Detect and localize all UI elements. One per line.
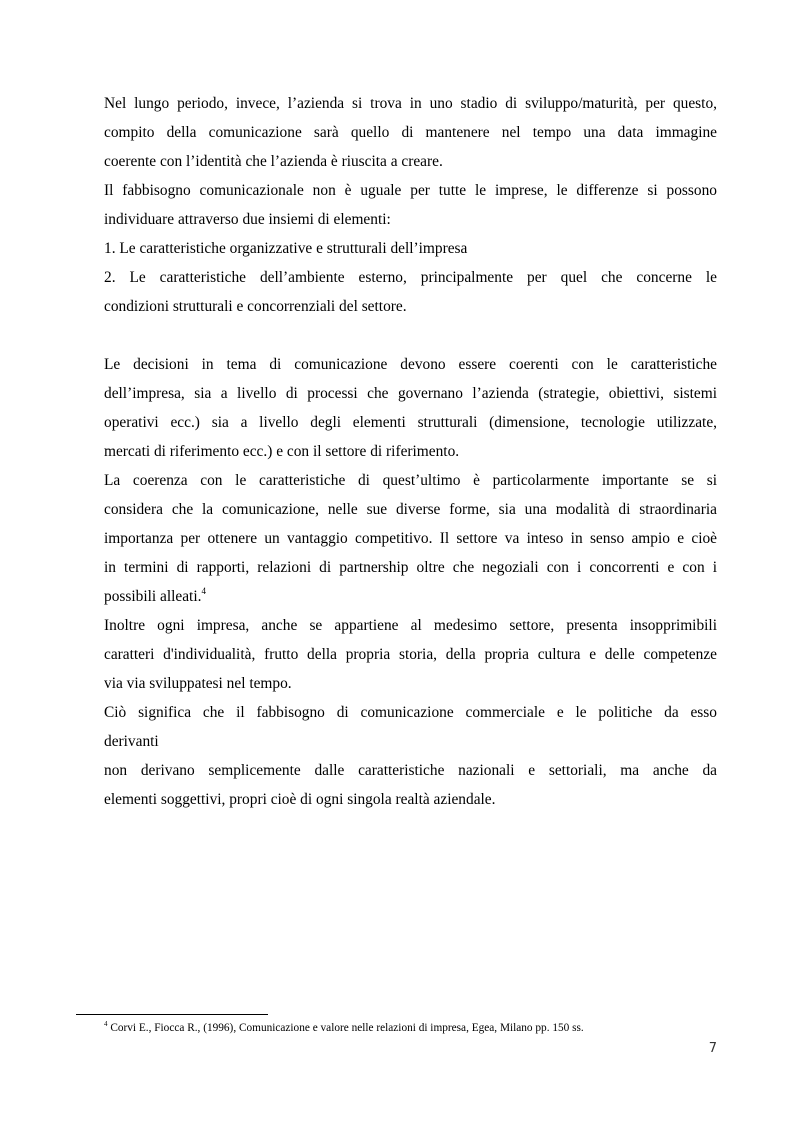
text-line-content: individuare attraverso due insiemi di elementi: <box>104 211 391 228</box>
text-line <box>104 297 717 317</box>
text-line-content: caratteri d'individualità, frutto della propria storia, della propria cultura e delle competenze <box>104 646 717 663</box>
text-line-content: Ciò significa che il fabbisogno di comunicazione commerciale e le politiche da esso <box>104 704 717 721</box>
text-line-content: via via sviluppatesi nel tempo. <box>104 675 292 692</box>
text-line <box>104 94 717 114</box>
page-number: 7 <box>708 1041 717 1056</box>
text-line-content: La coerenza con le caratteristiche di quest’ultimo è particolarmente importante se si <box>104 472 717 489</box>
text-line <box>104 587 717 607</box>
text-line <box>104 616 717 636</box>
text-line <box>104 674 717 694</box>
text-line-content: condizioni strutturali e concorrenziali del settore. <box>104 298 407 315</box>
text-line-content: compito della comunicazione sarà quello di mantenere nel tempo una data immagine <box>104 124 717 141</box>
text-line <box>104 181 717 201</box>
text-line-content: non derivano semplicemente dalle caratteristiche nazionali e settoriali, ma anche da <box>104 762 717 779</box>
text-line <box>104 239 717 259</box>
text-line-content: considera che la comunicazione, nelle sue diverse forme, sia una modalità di straordinaria <box>104 501 717 518</box>
text-line <box>104 442 717 462</box>
text-line <box>104 790 717 810</box>
text-line-content: 1. Le caratteristiche organizzative e strutturali dell’impresa <box>104 240 468 257</box>
footnote-text: Corvi E., Fiocca R., (1996), Comunicazione e valore nelle relazioni di impresa, Egea, Milano pp. 150 ss. <box>110 1022 584 1034</box>
text-line-content: Le decisioni in tema di comunicazione devono essere coerenti con le caratteristiche <box>104 356 717 373</box>
text-line <box>104 761 717 781</box>
footnote-reference: 4 <box>201 586 206 596</box>
footnote-number: 4 <box>104 1020 108 1028</box>
text-line-content: coerente con l’identità che l’azienda è riuscita a creare. <box>104 153 443 170</box>
text-line-content: 2. Le caratteristiche dell’ambiente esterno, principalmente per quel che concerne le <box>104 269 717 286</box>
text-line <box>104 471 717 491</box>
text-line-content: Il fabbisogno comunicazionale non è uguale per tutte le imprese, le differenze si possono <box>104 182 717 199</box>
footnote-separator <box>76 1014 268 1015</box>
text-line-content: derivanti <box>104 733 159 750</box>
text-line <box>104 355 717 375</box>
text-line-content: dell’impresa, sia a livello di processi che governano l’azienda (strategie, obiettivi, sistemi <box>104 385 717 402</box>
text-line <box>104 413 717 433</box>
text-line <box>104 558 717 578</box>
text-line-content: Inoltre ogni impresa, anche se appartiene al medesimo settore, presenta insopprimibili <box>104 617 717 634</box>
text-line <box>104 384 717 404</box>
text-line-content: in termini di rapporti, relazioni di partnership oltre che negoziali con i concorrenti e con i <box>104 559 717 576</box>
text-line-content: operativi ecc.) sia a livello degli elementi strutturali (dimensione, tecnologie utilizzate, <box>104 414 717 431</box>
text-line <box>104 210 717 230</box>
text-line <box>104 268 717 288</box>
text-line-content: elementi soggettivi, propri cioè di ogni singola realtà aziendale. <box>104 791 496 808</box>
text-line <box>104 645 717 665</box>
text-line-content: possibili alleati. <box>104 588 202 605</box>
text-line <box>104 732 717 752</box>
text-line-content: Nel lungo periodo, invece, l’azienda si trova in uno stadio di sviluppo/maturità, per questo, <box>104 95 717 112</box>
text-line <box>104 529 717 549</box>
text-line <box>104 500 717 520</box>
text-line <box>104 123 717 143</box>
text-line-content: importanza per ottenere un vantaggio competitivo. Il settore va inteso in senso ampio e cioè <box>104 530 717 547</box>
text-line-content: mercati di riferimento ecc.) e con il settore di riferimento. <box>104 443 460 460</box>
footnote <box>104 1021 584 1036</box>
text-line <box>104 703 717 723</box>
text-line <box>104 152 717 172</box>
